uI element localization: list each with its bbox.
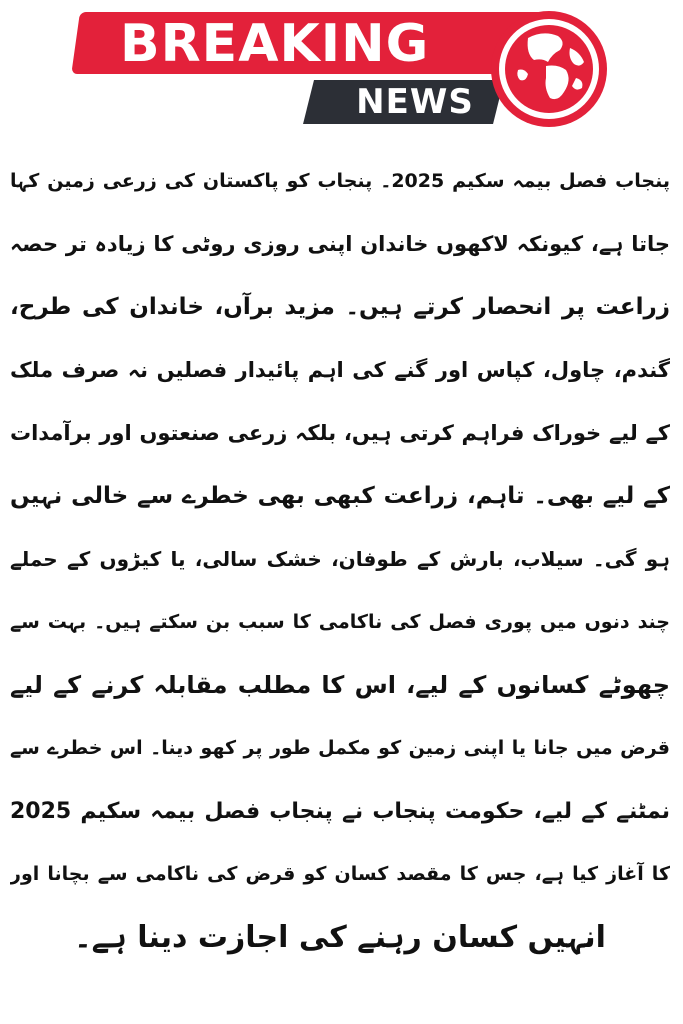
breaking-news-banner xyxy=(0,0,683,145)
article-line: کے لیے بھی۔ تاہم، زراعت کبھی بھی خطرے سے خالی نہیں xyxy=(10,483,670,509)
article-line: انہیں کسان رہنے کی اجازت دینا ہے۔ xyxy=(74,920,606,955)
article-line: نمٹنے کے لیے، حکومت پنجاب نے پنجاب فصل بیمہ سکیم 2025 xyxy=(10,799,670,824)
article-line: زراعت پر انحصار کرتے ہیں۔ مزید برآں، خاندان کی طرح، xyxy=(10,294,670,320)
article-line: چھوٹے کسانوں کے لیے، اس کا مطلب مقابلہ کرنے کے لیے xyxy=(10,671,670,699)
article-line: قرض میں جانا یا اپنی زمین کو مکمل طور پر کھو دینا۔ اس خطرے سے xyxy=(10,737,670,759)
globe-icon xyxy=(488,8,610,130)
breaking-label: BREAKING xyxy=(120,14,430,74)
article-body xyxy=(10,150,670,1010)
article-line: جاتا ہے، کیونکہ لاکھوں خاندان اپنی روزی روٹی کا زیادہ تر حصہ xyxy=(10,232,670,256)
article-line: ہو گی۔ سیلاب، بارش کے طوفان، خشک سالی، یا کیڑوں کے حملے xyxy=(10,547,670,571)
article-line: کے لیے خوراک فراہم کرتی ہیں، بلکہ زرعی صنعتوں اور برآمدات xyxy=(10,421,670,445)
article-line: کا آغاز کیا ہے، جس کا مقصد کسان کو قرض کی ناکامی سے بچانا اور xyxy=(10,863,670,885)
article-line: پنجاب فصل بیمہ سکیم 2025۔ پنجاب کو پاکستان کی زرعی زمین کہا xyxy=(10,170,670,192)
article-line: چند دنوں میں پوری فصل کی ناکامی کا سبب بن سکتے ہیں۔ بہت سے xyxy=(10,611,670,633)
news-label: NEWS xyxy=(356,82,474,122)
article-line: گندم، چاول، کپاس اور گنے کی اہم پائیدار فصلیں نہ صرف ملک xyxy=(10,358,670,382)
